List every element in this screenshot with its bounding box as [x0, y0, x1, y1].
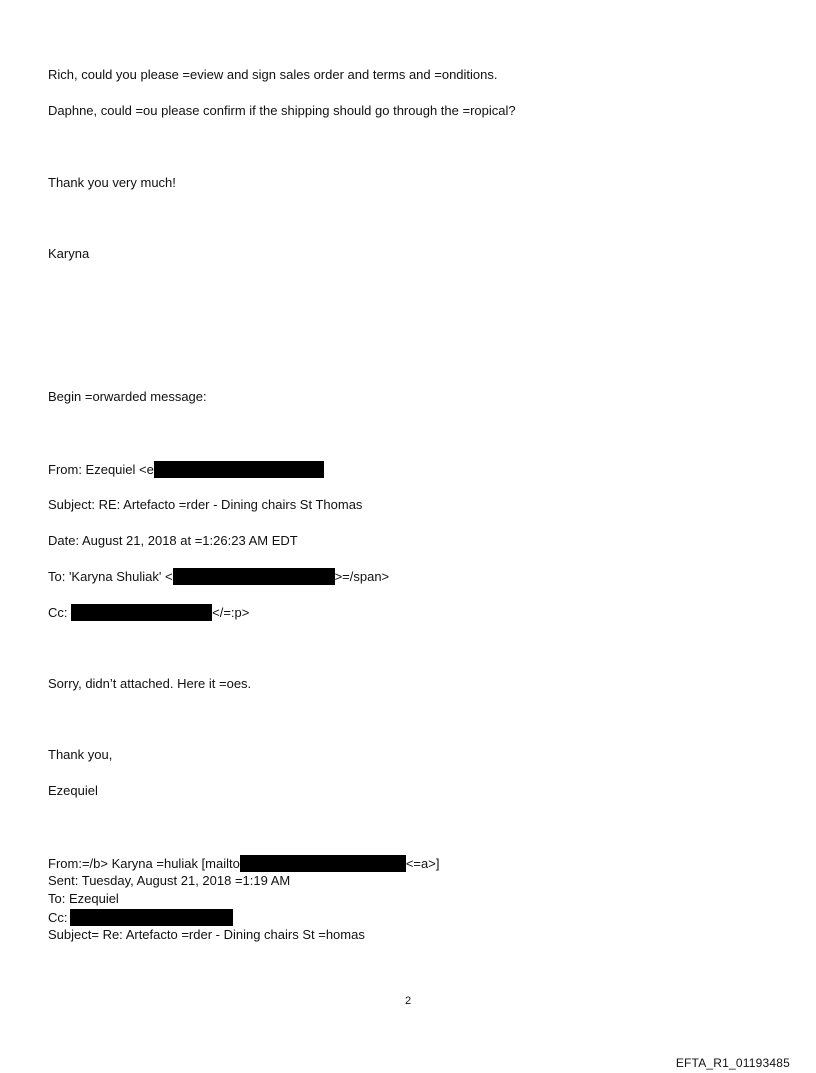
document-id: EFTA_R1_01193485: [675, 1056, 790, 1070]
begin-forwarded-label: Begin =orwarded message:: [48, 389, 207, 404]
body-line-shipping-question: Daphne, could =ou please confirm if the shipping should go through the =ropical?: [48, 103, 516, 118]
orig-from-text: From:=/b> Karyna =huliak [mailto: [48, 856, 240, 871]
redaction-box: [173, 568, 335, 585]
orig-from-line: [48, 855, 439, 872]
orig-to-line: To: Ezequiel: [48, 891, 119, 906]
fwd-to-text: To: 'Karyna Shuliak' <: [48, 569, 173, 584]
fwd-body-thank-you: Thank you,: [48, 747, 113, 762]
fwd-from-line: [48, 461, 324, 478]
redaction-box: [71, 604, 212, 621]
orig-cc-text: Cc:: [48, 910, 68, 925]
fwd-cc-text: Cc:: [48, 605, 72, 620]
orig-from-suffix: <=a>]: [405, 856, 440, 871]
fwd-subject-line: Subject: RE: Artefacto =rder - Dining chairs St Thomas: [48, 497, 363, 512]
fwd-cc-suffix: </=:p>: [212, 605, 250, 620]
redaction-box: [240, 855, 406, 872]
body-line-review-request: Rich, could you please =eview and sign sales order and terms and =onditions.: [48, 67, 498, 82]
fwd-to-line: [48, 568, 389, 585]
body-thanks: Thank you very much!: [48, 175, 176, 190]
fwd-body-name: Ezequiel: [48, 783, 98, 798]
orig-cc-line: [48, 909, 233, 926]
orig-subject-line: Subject= Re: Artefacto =rder - Dining chairs St =homas: [48, 927, 365, 942]
body-signature: Karyna: [48, 246, 90, 261]
fwd-to-suffix: >=/span>: [334, 569, 390, 584]
redaction-box: [154, 461, 324, 478]
fwd-cc-line: [48, 604, 249, 621]
fwd-date-line: Date: August 21, 2018 at =1:26:23 AM EDT: [48, 533, 298, 548]
fwd-body-sorry: Sorry, didn’t attached. Here it =oes.: [48, 676, 252, 691]
fwd-from-text: From: Ezequiel <e: [48, 462, 154, 477]
page-number: 2: [404, 995, 412, 1007]
redaction-box: [70, 909, 233, 926]
orig-sent-line: Sent: Tuesday, August 21, 2018 =1:19 AM: [48, 873, 291, 888]
